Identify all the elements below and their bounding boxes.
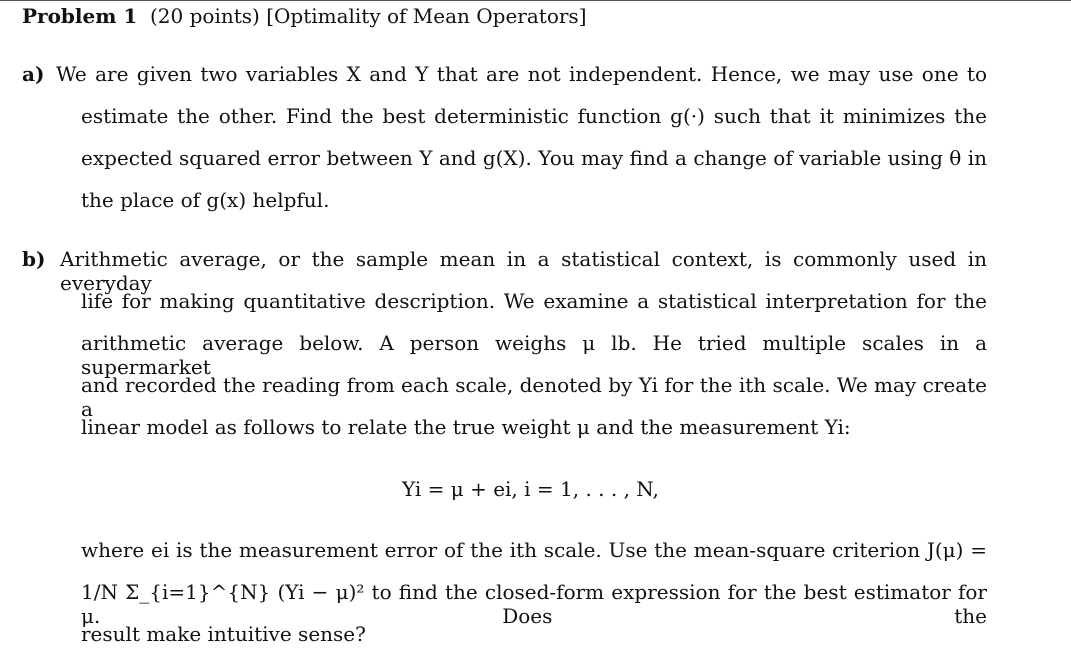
part-b-line-6: where ei is the measurement error of the ith scale. Use the mean-square criterion J(μ) = bbox=[81, 538, 987, 562]
part-b-line-2: life for making quantitative description. We examine a statistical interpretation for the bbox=[81, 289, 987, 313]
part-b-line-1: Arithmetic average, or the sample mean in a statistical context, is commonly used in everyday bbox=[60, 247, 987, 295]
part-a-line-1: We are given two variables X and Y that are not independent. Hence, we may use one to bbox=[56, 62, 987, 86]
part-b-line-7: 1/N Σ_{i=1}^{N} (Yi − μ)² to find the closed-form expression for the best estimator for μ. Does the bbox=[81, 580, 987, 628]
part-b-line-8: result make intuitive sense? bbox=[81, 622, 366, 646]
part-b-marker: b) bbox=[22, 247, 46, 271]
problem-label: Problem 1 bbox=[22, 4, 138, 28]
top-rule bbox=[0, 0, 1071, 1]
part-a-line-2: estimate the other. Find the best deterministic function g(·) such that it minimizes the bbox=[81, 104, 987, 128]
part-a-marker: a) bbox=[22, 62, 45, 86]
part-b-line-4: and recorded the reading from each scale, denoted by Yi for the ith scale. We may create a bbox=[81, 373, 987, 421]
problem-title: [Optimality of Mean Operators] bbox=[266, 4, 587, 28]
part-b-line-5: linear model as follows to relate the true weight μ and the measurement Yi: bbox=[81, 415, 851, 439]
linear-model-equation: Yi = μ + ei, i = 1, . . . , N, bbox=[402, 477, 659, 501]
part-a-line-3: expected squared error between Y and g(X). You may find a change of variable using θ in bbox=[81, 146, 987, 170]
part-a-line-4: the place of g(x) helpful. bbox=[81, 188, 330, 212]
problem-points: (20 points) bbox=[149, 4, 260, 28]
part-b-line-3: arithmetic average below. A person weighs μ lb. He tried multiple scales in a supermarket bbox=[81, 331, 987, 379]
problem-heading bbox=[22, 4, 587, 28]
